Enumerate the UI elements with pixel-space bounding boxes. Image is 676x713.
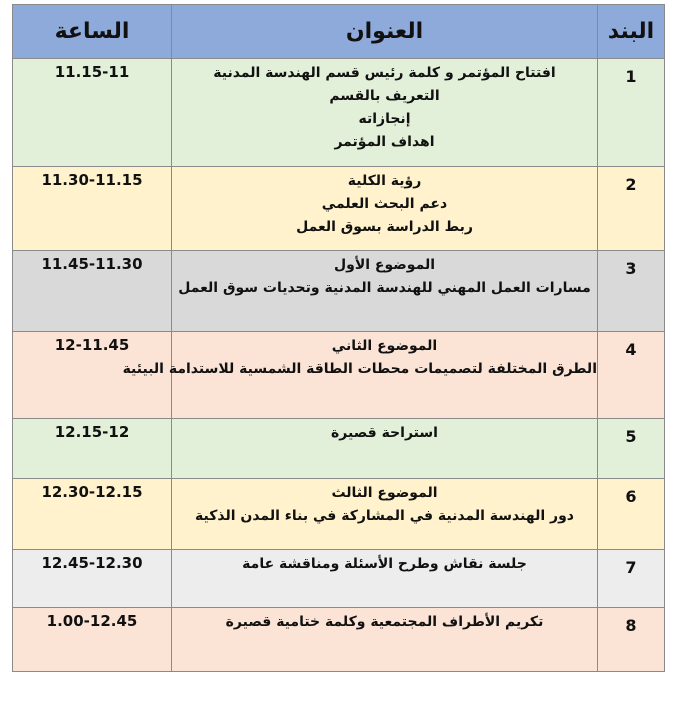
agenda-row [13, 332, 665, 419]
row-title [172, 608, 598, 672]
title-line: دعم البحث العلمي [321, 196, 448, 212]
agenda-row [13, 550, 665, 608]
agenda-row [13, 608, 665, 672]
row-time: 12-11.45 [13, 332, 172, 419]
agenda-row [13, 251, 665, 332]
row-time: 12.30-12.15 [13, 479, 172, 550]
title-line: ربط الدراسة بسوق العمل [296, 219, 473, 235]
header-item-number: البند [598, 5, 665, 59]
row-number: 5 [598, 419, 665, 479]
row-time: 1.00-12.45 [13, 608, 172, 672]
title-line: الموضوع الأول [333, 257, 436, 273]
title-line: التعريف بالقسم [329, 88, 440, 104]
row-title [172, 479, 598, 550]
agenda-table [12, 4, 665, 672]
row-title [172, 419, 598, 479]
title-line: إنجازاته [358, 111, 411, 127]
row-time: 11.30-11.15 [13, 167, 172, 251]
header-row [13, 5, 665, 59]
row-time: 11.45-11.30 [13, 251, 172, 332]
title-line: رؤية الكلية [347, 173, 422, 189]
title-line: الموضوع الثالث [331, 485, 438, 501]
title-line: دور الهندسة المدنية في المشاركة في بناء المدن الذكية [195, 508, 574, 524]
row-number: 2 [598, 167, 665, 251]
title-line: الموضوع الثاني [331, 338, 438, 354]
title-line: استراحة قصيرة [331, 425, 438, 441]
row-title [172, 251, 598, 332]
row-title [122, 332, 598, 419]
agenda-row [13, 419, 665, 479]
row-time: 11.15-11 [13, 59, 172, 167]
row-time: 12.15-12 [13, 419, 172, 479]
title-line: اهداف المؤتمر [334, 134, 435, 150]
row-title [172, 550, 598, 608]
agenda-header [13, 5, 665, 59]
row-title [172, 59, 598, 167]
title-line: تكريم الأطراف المجتمعية وكلمة ختامية قصيرة [225, 614, 544, 630]
title-line: الطرق المختلفة لتصميمات محطات الطاقة الشمسية للاستدامة البيئية [122, 361, 597, 377]
row-number: 8 [598, 608, 665, 672]
agenda-row [13, 59, 665, 167]
title-line: افتتاح المؤتمر و كلمة رئيس قسم الهندسة المدنية [213, 65, 556, 81]
row-time: 12.45-12.30 [13, 550, 172, 608]
row-number: 7 [598, 550, 665, 608]
header-time: الساعة [13, 5, 172, 59]
row-number: 4 [598, 332, 665, 419]
agenda-row [13, 479, 665, 550]
row-title [172, 167, 598, 251]
title-line: جلسة نقاش وطرح الأسئلة ومناقشة عامة [242, 556, 527, 572]
header-title: العنوان [172, 5, 598, 59]
agenda-body [13, 59, 665, 672]
title-line: مسارات العمل المهني للهندسة المدنية وتحديات سوق العمل [178, 280, 591, 296]
row-number: 1 [598, 59, 665, 167]
row-number: 6 [598, 479, 665, 550]
agenda-row [13, 167, 665, 251]
row-number: 3 [598, 251, 665, 332]
